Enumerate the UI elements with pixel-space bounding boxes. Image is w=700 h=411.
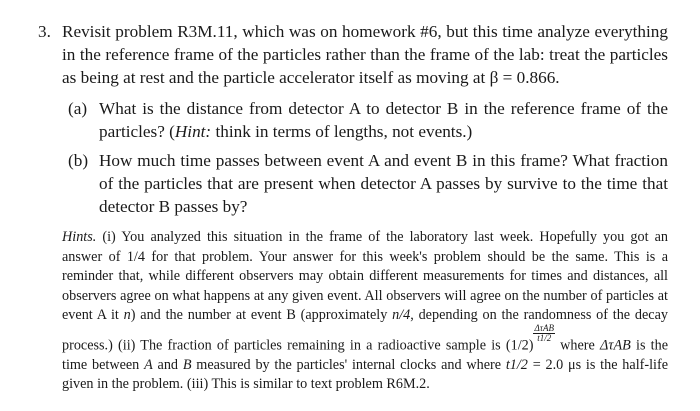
delta-tau-symbol: ΔτAB [600, 337, 631, 354]
part-a-hint-word: Hint: [174, 122, 212, 141]
part-a-text-before: What is the distance from detector A to detector B in the reference frame of the particles? ( [99, 99, 668, 141]
hints-text-8: = 2.0 μs is the half-life given in the problem. (iii) This is similar to text problem R6M.2. [62, 356, 668, 393]
hints-paragraph [62, 228, 668, 395]
n-over-4: n/4 [392, 307, 411, 324]
hints-text-4: where [554, 337, 601, 354]
problem-number: 3. [38, 22, 51, 41]
part-a-text [99, 97, 668, 143]
part-b-label: (b) [68, 151, 89, 170]
hints-label: Hints. [62, 229, 97, 245]
hints-text-5: is the time between [62, 337, 668, 373]
exponent-numerator: ΔτAB [534, 322, 554, 333]
part-b [68, 149, 668, 218]
part-b-text: How much time passes between event A and event B in this frame? What fraction of the particles that are present when detector A passes by survive to the time that detector B passes by? [99, 151, 668, 216]
part-a-label: (a) [68, 99, 88, 118]
problem-text: Revisit problem R3M.11, which was on homework #6, but this time analyze everything in the reference frame of the particles rather than the frame of the lab: treat the particles as being at rest and the particle accelerator itself as moving at β = 0.866. [62, 22, 668, 87]
problem-3 [38, 20, 668, 395]
half-life-exponent [533, 324, 555, 343]
a-symbol: A [144, 356, 153, 373]
hints-text-7: measured by the particles' internal clocks and where [191, 356, 506, 373]
exponent-denominator: t1/2 [537, 332, 552, 343]
hints-text-1: (i) You analyzed this situation in the frame of the laboratory last week. Hopefully you got an answer of 1/4 for that problem. Your answer for this week's problem should be the same. This is a reminder that, while different observers may obtain different measurements for times and distances, all observers agree on what happens at any given event. All observers will agree on the number of particles at event A it [62, 229, 668, 324]
hints-text-3: , depending on the randomness of the decay process.) (ii) The fraction of particles remaining in a radioactive sample is (1/2) [62, 307, 668, 354]
part-a [68, 97, 668, 143]
n-symbol: n [123, 307, 131, 324]
problem-parts [68, 97, 668, 218]
b-symbol: B [182, 356, 192, 373]
hints-text-6: and [152, 356, 183, 373]
problem-statement [38, 20, 668, 89]
half-life-symbol: t1/2 [505, 356, 528, 373]
hints-text-2: ) and the number at event B (approximately [130, 307, 393, 324]
part-a-text-after: think in terms of lengths, not events.) [211, 122, 473, 141]
